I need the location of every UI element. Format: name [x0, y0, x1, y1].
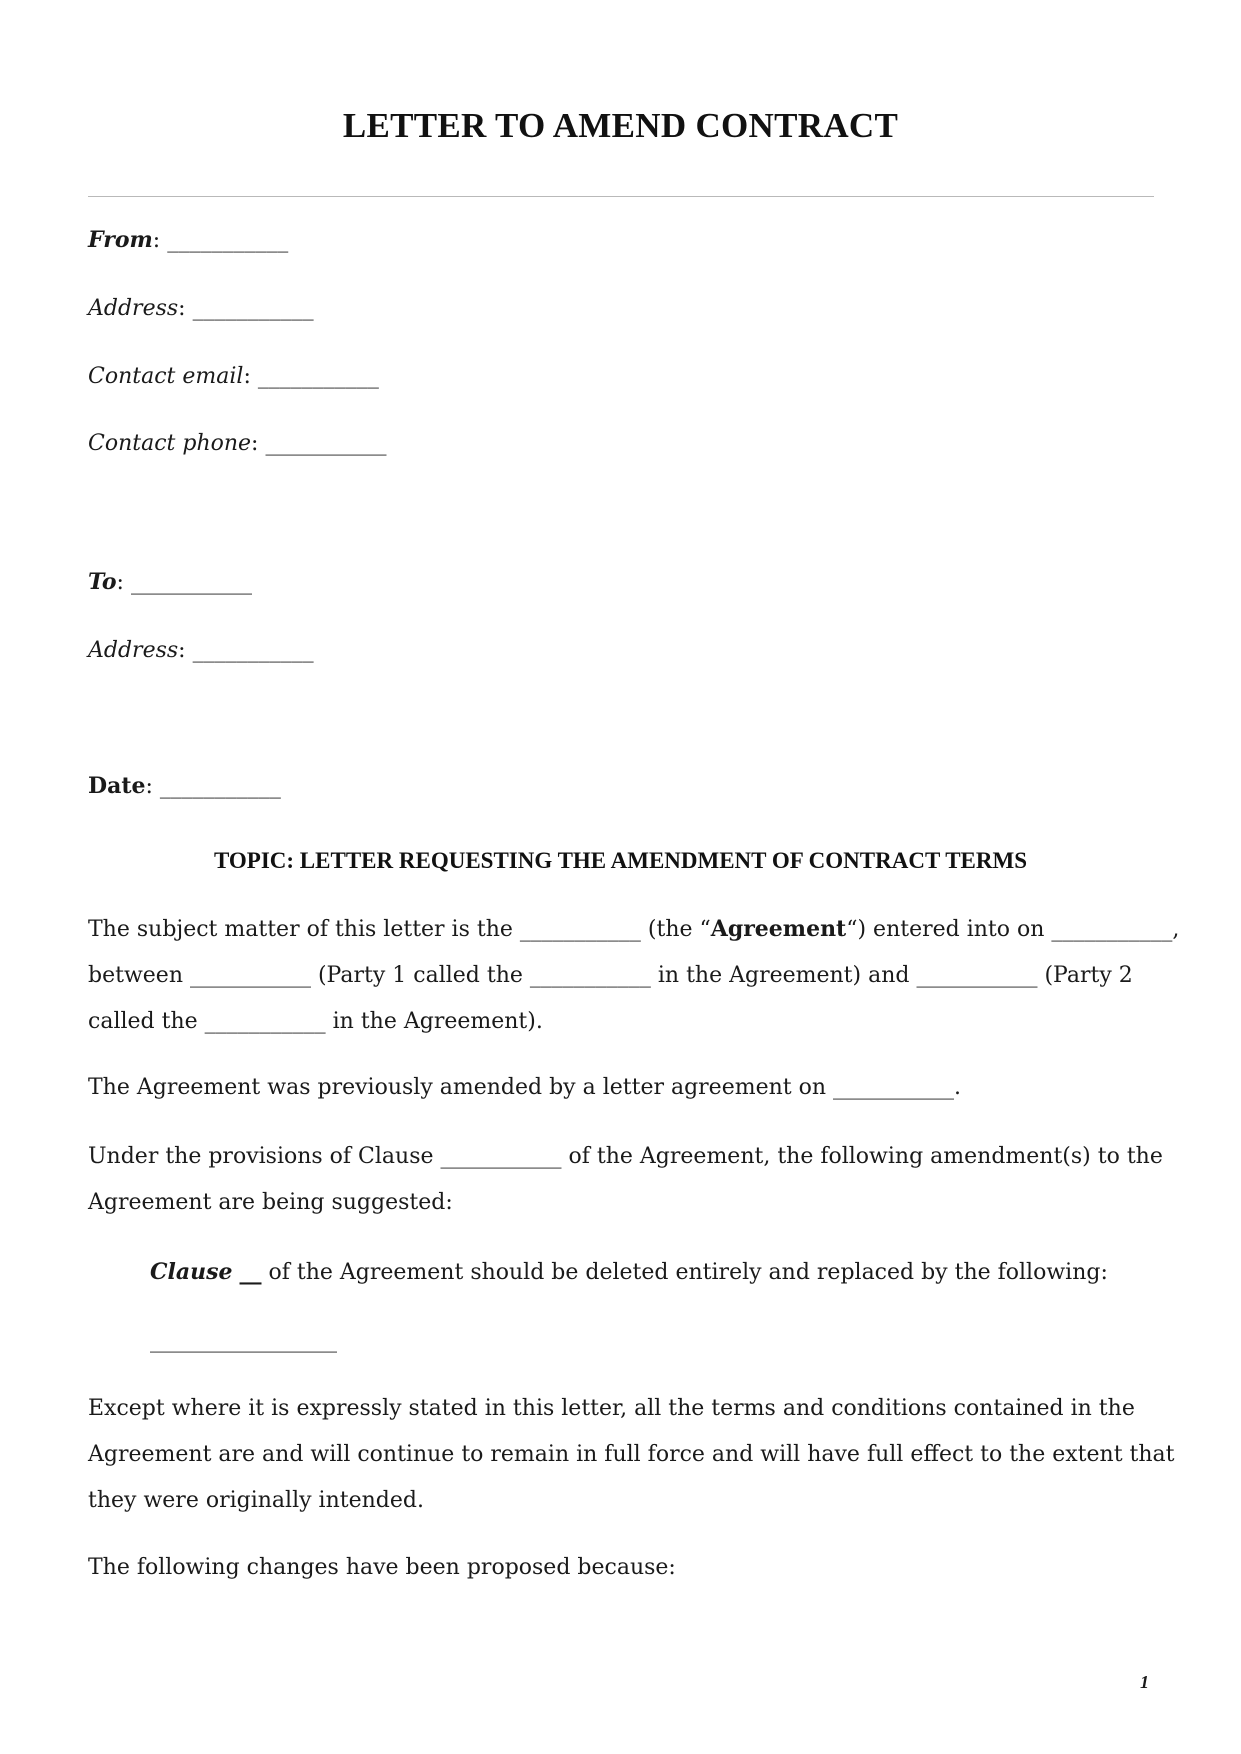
date-field[interactable]: ___________ [159, 774, 281, 799]
page-number: 1 [1140, 1672, 1149, 1692]
paragraph-line: between ___________ (Party 1 called the ___________ in the Agreement) and ___________ (Party 2 [88, 963, 1133, 988]
clause-statement [150, 1249, 1220, 1296]
paragraph-line: Except where it is expressly stated in this letter, all the terms and conditions contained in the [88, 1396, 1135, 1421]
sender-address-field[interactable]: ___________ [192, 296, 314, 321]
paragraph-line [88, 906, 1180, 953]
clause-text: of the Agreement should be deleted entirely and replaced by the following: [268, 1260, 1108, 1285]
from-line: From: ___________ [88, 227, 289, 253]
agreement-term: Agreement [710, 916, 847, 942]
paragraph-line: called the ___________ in the Agreement). [88, 1009, 543, 1034]
clause-label: Clause [150, 1259, 233, 1285]
paragraph-terms [88, 1386, 1175, 1524]
clause-replacement-field[interactable]: _________________ [150, 1328, 337, 1353]
paragraph-line: they were originally intended. [88, 1488, 424, 1513]
contact-email-line: Contact email: ___________ [88, 364, 379, 389]
topic-heading: TOPIC: LETTER REQUESTING THE AMENDMENT OF CONTRACT TERMS [213, 848, 1028, 873]
paragraph-provisions [88, 1134, 1163, 1226]
recipient-address-line: Address: ___________ [88, 638, 314, 663]
paragraph-previous-amendment [88, 1065, 1158, 1111]
from-label: From [88, 227, 153, 253]
paragraph-line [150, 1249, 1220, 1296]
contact-phone-field[interactable]: ___________ [265, 431, 387, 456]
paragraph-line: Agreement are and will continue to remain in full force and will have full effect to the extent that [88, 1442, 1175, 1467]
paragraph-line: Agreement are being suggested: [88, 1190, 453, 1215]
clause-replacement [150, 1318, 1220, 1364]
document-title: LETTER TO AMEND CONTRACT [342, 106, 899, 145]
text-span: The subject matter of this letter is the ___________ (the “ [88, 917, 711, 942]
to-label: To [88, 569, 117, 595]
paragraph-line: Under the provisions of Clause ___________ of the Agreement, the following amendment(s) to the [88, 1144, 1163, 1169]
paragraph-reasons [88, 1545, 1158, 1591]
recipient-address-label: Address [88, 638, 179, 663]
paragraph-subject [88, 906, 1180, 1045]
to-line: To: ___________ [88, 569, 252, 595]
contact-email-label: Contact email [88, 364, 244, 389]
clause-number-field[interactable]: __ [239, 1259, 262, 1285]
contact-phone-label: Contact phone [88, 431, 252, 456]
date-line: Date: ___________ [88, 773, 281, 799]
from-field[interactable]: ___________ [167, 228, 289, 253]
paragraph-line: The Agreement was previously amended by a letter agreement on ___________. [88, 1075, 962, 1100]
contact-email-field[interactable]: ___________ [257, 364, 379, 389]
sender-address-label: Address [88, 296, 179, 321]
title-divider [88, 196, 1154, 197]
contact-phone-line: Contact phone: ___________ [88, 431, 387, 456]
text-span: “) entered into on ___________, [846, 917, 1180, 942]
to-field[interactable]: ___________ [130, 570, 252, 595]
recipient-address-field[interactable]: ___________ [192, 638, 314, 663]
paragraph-line: The following changes have been proposed because: [88, 1555, 676, 1580]
date-label: Date [88, 773, 146, 799]
sender-address-line: Address: ___________ [88, 296, 314, 321]
